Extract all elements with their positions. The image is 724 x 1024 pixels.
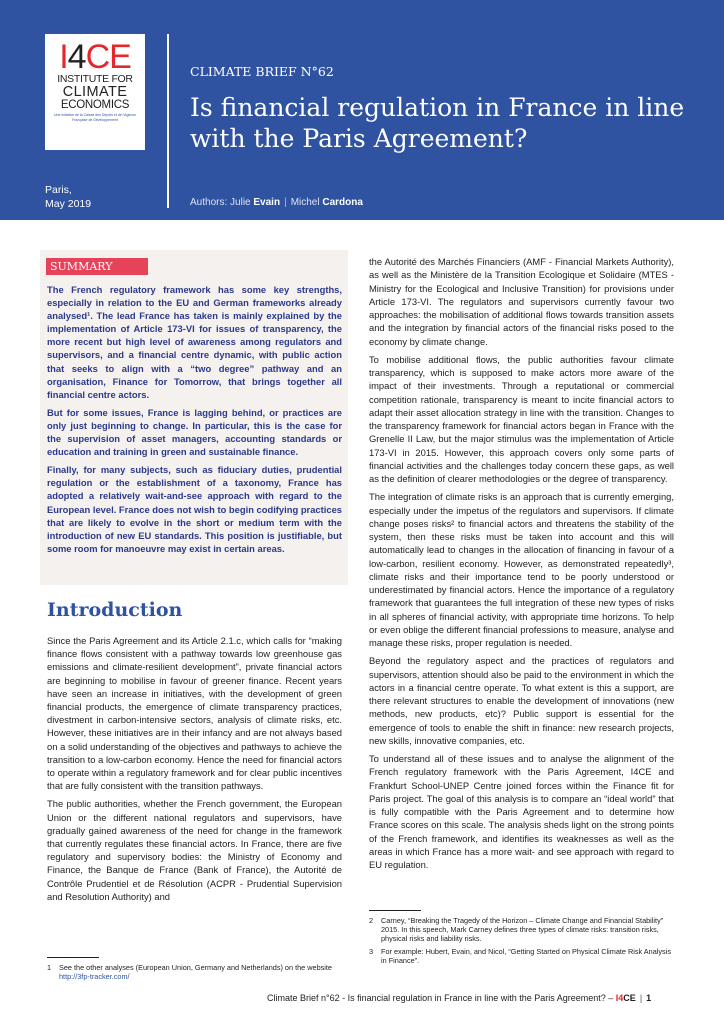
footnotes-left <box>47 963 342 984</box>
body-paragraph: Beyond the regulatory aspect and the practices of regulators and supervisors, attention should also be paid to the environment in which the actors in a financial centre operate. To what extent is this a support, are there relevant structures to enable the development of innovations (new methods, new products, etc)? Public support is essential for the emergence of tools to enable the shift in finance: new research projects, new skills, innovative companies, etc. <box>369 655 674 746</box>
logo-line-1: INSTITUTE FOR <box>57 73 133 85</box>
footnote-text: Carney, “Breaking the Tragedy of the Horizon – Climate Change and Financial Stability” 2015. In this speech, Mark Carney defines three types of climate risks: transition risks, physical risks and liability risks. <box>381 916 664 944</box>
footnote-number: 1 <box>47 963 52 972</box>
footnote-text: See the other analyses (European Union, Germany and Netherlands) on the website <box>59 963 332 972</box>
summary-paragraph: But for some issues, France is lagging behind, or practices are only just beginning to change. In particular, this is the case for the supervision of asset managers, accounting standards or education and training in green and sustainable finance. <box>47 406 342 458</box>
footer-brand-dark: CE <box>623 993 636 1003</box>
footnote-rule-right <box>369 910 421 911</box>
introduction-heading: Introduction <box>47 599 183 621</box>
footnote-rule-left <box>47 957 99 958</box>
footnotes-right <box>369 916 674 968</box>
footer-running-title: Climate Brief n°62 - Is financial regulation in France in line with the Paris Agreement? – <box>267 993 616 1003</box>
authors-line <box>190 197 363 208</box>
logo-tagline: Une initiative de la Caisse des Dépôts et de l'Agence Française de Développement <box>54 113 136 122</box>
summary-label: SUMMARY <box>46 258 148 275</box>
publication-city: Paris, <box>45 184 72 196</box>
header-banner <box>0 0 724 220</box>
body-paragraph: The public authorities, whether the French government, the European Union or the different national regulators and supervisors, have gradually gained awareness of the need for change in the framework that currently regulates these financial actors. In France, there are five regulatory and supervisory bodies: the Ministry of Economy and Finance, the Banque de France (Bank of France), the Autorité de Contrôle Prudentiel et de Résolution (ACPR - Prudential Supervision and Resolution Authority) and <box>47 798 342 902</box>
logo-line-2: CLIMATE <box>62 84 128 100</box>
page-footer <box>267 993 651 1003</box>
footnote-link[interactable]: http://3fp-tracker.com/ <box>59 972 130 982</box>
author-2-first: Michel <box>290 197 323 208</box>
logo-mark-ce: CE <box>85 38 131 76</box>
footnote-3 <box>369 947 674 965</box>
body-paragraph: To understand all of these issues and to analyse the alignment of the French regulatory framework with the Paris Agreement, I4CE and Frankfurt School-UNEP Centre joined forces within the Finance fit for Paris project. The goal of this analysis is to compare an “ideal world” that is fully compatible with the Paris Agreement and to determine how France scores on this scale. The analysis sheds light on the strong points of the French framework, and identifies its weaknesses as well as the areas in which France has a more wait- and see approach with regard to EU regulation. <box>369 753 674 870</box>
page-number: 1 <box>646 993 652 1003</box>
body-column-right <box>369 255 674 876</box>
summary-paragraph: The French regulatory framework has some key strengths, especially in relation to the EU and German frameworks already analysed¹. The lead France has taken is mainly explained by the implementation of Article 173-VI for issues of transparency, the more recent but high level of awareness among regulators and supervisors, and a financial centre dynamic, with public action that seeks to align with a “two degree” pathway and an organisation, Finance for Tomorrow, that brings together all financial centre actors. <box>47 284 342 400</box>
header-divider <box>167 34 169 208</box>
authors-label: Authors: <box>190 197 231 208</box>
body-paragraph: Since the Paris Agreement and its Article 2.1.c, which calls for “making finance flows consistent with a pathway towards low greenhouse gas emissions and climate-resilient development”, private financial actors are beginning to mobilise in favour of greener finance. Recent years have seen an increase in initiatives, with the development of green financial products, the emergence of climate transparency practices, divestment in carbon-intensive sectors, analysis of climate risks, etc. However, these initiatives are in their infancy and are not always based on a solid understanding of the objectives and pathways to achieve the transition to a low-carbon economy. Hence the need for financial actors to operate within a regulatory framework and for clear public incentives that are fully consistent with the transition pathways. <box>47 635 342 792</box>
i4ce-logo <box>45 34 145 150</box>
author-1-last: Evain <box>253 197 281 208</box>
summary-paragraph: Finally, for many subjects, such as fiduciary duties, prudential regulation or the establishment of a taxonomy, France has adopted a relatively wait-and-see approach with regard to the European level. France does not wish to begin codifying practices that are likely to evolve in the short or medium term with the introduction of new EU standards. This position is justifiable, but some room for manoeuvre may exist in certain areas. <box>47 464 342 554</box>
body-paragraph: The integration of climate risks is an approach that is currently emerging, especially under the impetus of the regulators and supervisors. If climate change poses risks² to financial actors and threatens the stability of the system, then these risks must be taken into account and this will automatically lead to changes in the allocation of financing in favour of a low-carbon, resilient economy. However, as demonstrated repeatedly³, climate risks and their importance tend to be poorly understood or underestimated by financial actors. Hence the importance of a regulatory framework that guarantees the full integration of these new types of risks in all spheres of financial activity, with appropriate time horizons. To help or even oblige the different financial professions to measure, analyse and manage these risks, proper regulation is needed. <box>369 491 674 648</box>
logo-mark-i: I <box>59 38 68 76</box>
author-separator: | <box>284 197 287 208</box>
footnote-text: For example: Hubert, Evain, and Nicol, “Getting Started on Physical Climate Risk Analysis in Finance”. <box>381 946 671 965</box>
logo-line-3: ECONOMICS <box>60 99 130 111</box>
footnote-1 <box>47 963 342 981</box>
author-1-first: Julie <box>230 197 254 208</box>
author-2-last: Cardona <box>322 197 363 208</box>
footnote-2 <box>369 916 674 944</box>
body-column-left <box>47 634 342 908</box>
publication-date: May 2019 <box>45 198 92 210</box>
footnote-number: 2 <box>369 916 374 925</box>
publication-place-date <box>45 183 91 211</box>
footer-brand-red: I4 <box>615 993 624 1003</box>
footnote-number: 3 <box>369 946 374 956</box>
footer-brand <box>616 993 636 1003</box>
body-paragraph: the Autorité des Marchés Financiers (AMF - Financial Markets Authority), as well as the Ministère de la Transition Ecologique et Solidaire (MTES - Ministry for the Ecological and Inclusive Transition) for provisions under Article 173-VI. The regulators and supervisors currently favour two approaches: the mobilisation of additional flows towards transition assets and the integration by financial actors of the financial risks posed to the economy by climate change. <box>369 256 674 347</box>
footer-separator: | <box>639 993 643 1003</box>
summary-text <box>47 283 342 560</box>
logo-mark <box>45 40 145 74</box>
logo-mark-4: 4 <box>67 38 86 76</box>
body-paragraph: To mobilise additional flows, the public authorities favour climate transparency, which is supposed to make actors more aware of the impact of their investments. Through a reputational or commercial competition rationale, transparency is meant to incite financial actors to adapt their asset allocation strategy in line with the transition. Changes to the transparency framework for financial actors began in France with the Grenelle II Law, but the major stimulus was the implementation of Article 173-VI in 2015. However, this approach covers only some parts of financial activities and the challenges today concern these gaps, as well as the definition of clearer methodologies or the degree of transparency. <box>369 353 674 484</box>
series-label: CLIMATE BRIEF N°62 <box>190 64 334 79</box>
document-title: Is financial regulation in France in line with the Paris Agreement? <box>190 93 685 153</box>
